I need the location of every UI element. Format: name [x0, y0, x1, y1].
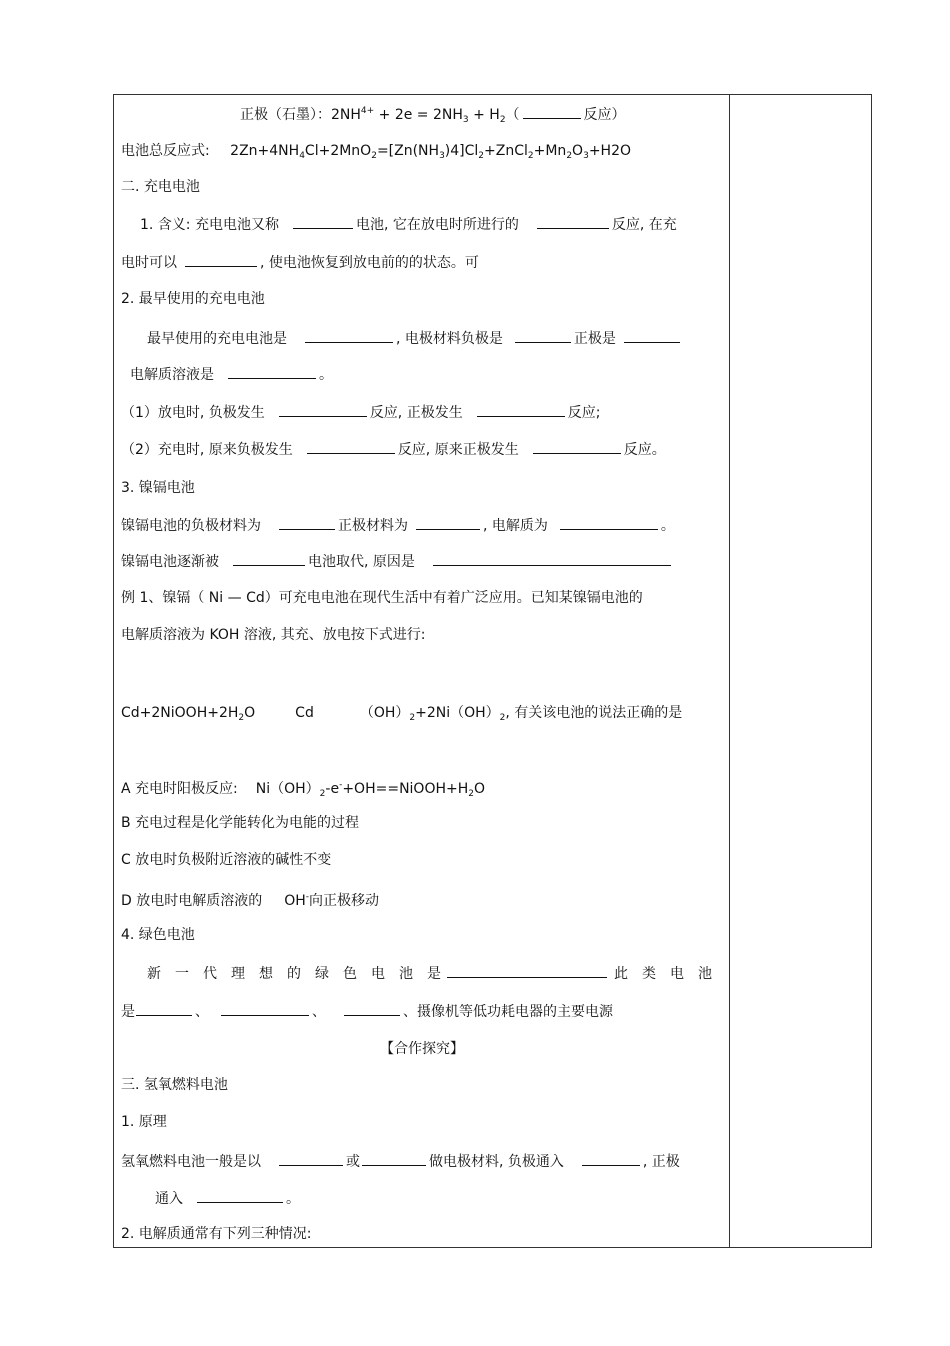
subsection-heading-4: 4. 绿色电池: [121, 927, 195, 943]
line-definition: [140, 214, 677, 234]
text: 1. 含义: 充电电池又称: [140, 217, 279, 233]
subscript: 2: [371, 151, 377, 161]
fill-blank[interactable]: [279, 402, 367, 417]
example-1-text-cont: 电解质溶液为 KOH 溶液, 其充、放电按下式进行:: [121, 627, 426, 643]
text: )4]Cl: [444, 143, 479, 159]
superscript: -: [339, 780, 343, 790]
text: 电池取代, 原因是: [308, 554, 415, 570]
text: 2Zn+4NH: [230, 143, 300, 159]
text: 最早使用的充电电池是: [147, 331, 287, 347]
text: O: [572, 143, 584, 159]
option-b[interactable]: B 充电过程是化学能转化为电能的过程: [121, 815, 360, 831]
text: 、: [195, 1004, 209, 1020]
text: 、摄像机等低功耗电器的主要电源: [403, 1004, 613, 1020]
fill-blank[interactable]: [279, 515, 335, 530]
section-heading-3: 三. 氢氧燃料电池: [121, 1077, 228, 1093]
text: 反应。: [623, 442, 666, 458]
option-d[interactable]: [121, 888, 379, 910]
text: （1）放电时, 负极发生: [121, 405, 265, 421]
text: 通入: [155, 1191, 183, 1207]
text: Cd+2NiOOH+2H: [121, 705, 239, 721]
text: +ZnCl: [484, 143, 528, 159]
fill-blank[interactable]: [185, 252, 257, 267]
fill-blank[interactable]: [221, 1001, 309, 1016]
text: 或: [346, 1154, 360, 1170]
fill-blank[interactable]: [233, 551, 305, 566]
option-a[interactable]: [121, 776, 485, 803]
line-discharge: [121, 402, 600, 422]
text: +Mn: [533, 143, 567, 159]
subscript: 2: [499, 713, 506, 723]
cooperative-inquiry-heading: 【合作探究】: [380, 1041, 464, 1057]
fill-blank[interactable]: [307, 439, 395, 454]
subsection-electrolyte: 2. 电解质通常有下列三种情况:: [121, 1226, 312, 1242]
subsection-heading-2: 2. 最早使用的充电电池: [121, 291, 265, 307]
text: 。: [660, 518, 675, 534]
subscript: 3: [462, 115, 469, 125]
text: 反应, 原来正极发生: [397, 442, 519, 458]
option-c[interactable]: C 放电时负极附近溶液的碱性不变: [121, 852, 332, 868]
text: 做电极材料, 负极通入: [429, 1154, 564, 1170]
text: 新一代理想的绿色电池是: [147, 966, 455, 982]
text: A 充电时阳极反应:: [121, 781, 238, 797]
line-nicd-replaced: [121, 551, 674, 571]
text: 。: [286, 1191, 300, 1207]
text: 镍镉电池的负极材料为: [121, 518, 261, 534]
subscript: 2: [499, 115, 506, 125]
line-green-battery-cont: [121, 1001, 613, 1021]
fill-blank[interactable]: [416, 515, 480, 530]
fill-blank[interactable]: [228, 364, 316, 379]
text: , 有关该电池的说法正确的是: [505, 705, 683, 721]
subscript: 3: [583, 151, 589, 161]
line-fuel-cell: [121, 1151, 680, 1171]
text: 反应）: [583, 107, 626, 123]
text: 正极（石墨）：2NH: [240, 107, 361, 123]
text: （2）充电时, 原来负极发生: [121, 442, 293, 458]
text: O: [244, 705, 256, 721]
text: =[Zn(NH: [376, 143, 440, 159]
line-nicd-materials: [121, 515, 675, 535]
text: +OH==NiOOH+H: [342, 781, 469, 797]
text: 反应, 正极发生: [369, 405, 463, 421]
fill-blank[interactable]: [197, 1188, 283, 1203]
line-fuel-cell-cont: [155, 1188, 300, 1208]
fill-blank[interactable]: [624, 328, 680, 343]
text: -e: [325, 781, 340, 797]
text: Cl+2MnO: [304, 143, 372, 159]
fill-blank[interactable]: [279, 1151, 343, 1166]
fill-blank[interactable]: [523, 104, 581, 119]
text: Cd: [295, 705, 314, 721]
text: 电时可以: [121, 255, 177, 271]
text: 。: [319, 367, 333, 383]
subscript: 3: [439, 151, 445, 161]
text: D 放电时电解质溶液的: [121, 893, 263, 909]
superscript: 4+: [360, 106, 375, 116]
fill-blank[interactable]: [362, 1151, 426, 1166]
text: 电解质溶液是: [130, 367, 214, 383]
text: 、: [312, 1004, 326, 1020]
line-definition-cont: [121, 252, 479, 272]
text: + 2e = 2NH: [374, 107, 463, 123]
text: 镍镉电池逐渐被: [121, 554, 219, 570]
subscript: 2: [478, 151, 485, 161]
text: 反应;: [567, 405, 601, 421]
fill-blank[interactable]: [305, 328, 393, 343]
fill-blank[interactable]: [344, 1001, 400, 1016]
fill-blank[interactable]: [515, 328, 571, 343]
column-divider: [729, 94, 730, 1248]
text: , 正极: [642, 1154, 680, 1170]
line-nicd-equation: [121, 704, 682, 727]
text: O: [474, 781, 486, 797]
text: 此类电池: [614, 966, 726, 982]
line-total-reaction: [121, 142, 631, 165]
line-electrolyte: [130, 364, 333, 384]
subscript: 2: [468, 789, 474, 799]
subscript: 2: [527, 151, 534, 161]
text: Ni（OH）: [255, 781, 320, 797]
text: 是: [121, 1004, 135, 1020]
text: （: [505, 107, 520, 123]
text: + H: [468, 107, 500, 123]
fill-blank[interactable]: [447, 963, 607, 978]
text: , 电极材料负极是: [396, 331, 503, 347]
fill-blank[interactable]: [533, 439, 621, 454]
text: OH: [284, 893, 306, 909]
text: 电池, 它在放电时所进行的: [355, 217, 519, 233]
text: +H2O: [588, 143, 631, 159]
fill-blank[interactable]: [136, 1001, 192, 1016]
text: 氢氧燃料电池一般是以: [121, 1154, 261, 1170]
text: +2Ni（OH）: [415, 705, 500, 721]
fill-blank[interactable]: [477, 402, 565, 417]
text: , 电解质为: [483, 518, 548, 534]
text: , 使电池恢复到放电前的的状态。可: [260, 255, 479, 271]
fill-blank[interactable]: [582, 1151, 640, 1166]
subsection-heading-3: 3. 镍镉电池: [121, 480, 195, 496]
text: 正极材料为: [338, 518, 408, 534]
subscript: 2: [566, 151, 573, 161]
fill-blank[interactable]: [293, 214, 353, 229]
subscript: 2: [409, 713, 416, 723]
fill-blank[interactable]: [560, 515, 658, 530]
text: （OH）: [359, 705, 410, 721]
section-heading-2: 二. 充电电池: [121, 179, 200, 195]
fill-blank[interactable]: [433, 551, 671, 566]
line-cathode-reaction: [240, 102, 626, 129]
line-green-battery: [147, 963, 726, 983]
subscript: 4: [299, 151, 305, 161]
example-1-text: 例 1、镍镉（ Ni — Cd）可充电电池在现代生活中有着广泛应用。已知某镍镉电池的: [121, 590, 643, 606]
line-earliest-battery: [147, 328, 683, 348]
subsection-principle: 1. 原理: [121, 1114, 167, 1130]
text: 正极是: [573, 331, 616, 347]
superscript: -: [305, 892, 310, 902]
subscript: 2: [319, 789, 326, 799]
text: 反应, 在充: [611, 217, 677, 233]
line-charge: [121, 439, 666, 459]
text: 向正极移动: [309, 893, 380, 909]
fill-blank[interactable]: [537, 214, 609, 229]
subscript: 2: [238, 713, 245, 723]
label: 电池总反应式:: [121, 143, 210, 159]
